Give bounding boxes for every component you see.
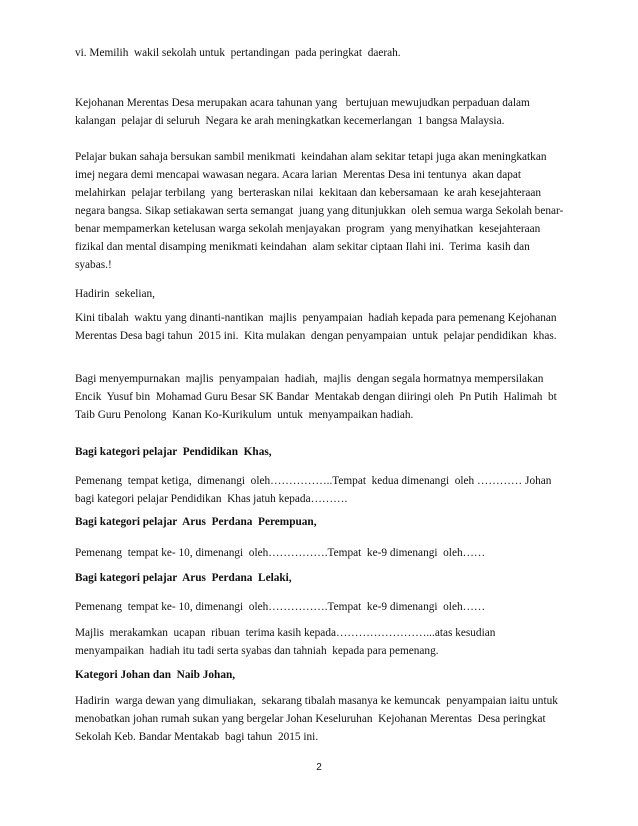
- list-item-vi: vi. Memilih wakil sekolah untuk pertandingan pada peringkat daerah.: [75, 47, 401, 59]
- paragraph-bagi: Bagi menyempurnakan majlis penyampaian hadiah, majlis dengan segala hormatnya mempersilakan Encik Yusuf bin Mohamad Guru Besar SK Bandar Mentakab dengan diiringi oleh Pn Putih Halimah bt Taib Guru Penolong Kanan Ko-Kurikulum untuk menyampaikan hadiah.: [75, 373, 560, 421]
- paragraph-hadirin-warga: Hadirin warga dewan yang dimuliakan, sekarang tibalah masanya ke kemuncak penyampaian iaitu untuk menobatkan johan rumah sukan yang bergelar Johan Keseluruhan Kejohanan Merentas Desa peringkat Sekolah Keb. Bandar Mentakab bagi tahun 2015 ini.: [75, 695, 561, 743]
- paragraph-pendidikan-khas: Pemenang tempat ketiga, dimenangi oleh……………..Tempat kedua dimenangi oleh ………… Johan bagi kategori pelajar Pendidikan Khas jatuh kepada……….: [75, 475, 555, 505]
- heading-arus-perdana-perempuan: Bagi kategori pelajar Arus Perdana Perempuan,: [75, 516, 317, 528]
- heading-arus-perdana-lelaki: Bagi kategori pelajar Arus Perdana Lelaki,: [75, 572, 292, 584]
- paragraph-arus-perdana-lelaki: Pemenang tempat ke- 10, dimenangi oleh…………….Tempat ke-9 dimenangi oleh……: [75, 601, 486, 613]
- paragraph-kini: Kini tibalah waktu yang dinanti-nantikan majlis penyampaian hadiah kepada para pemenang Kejohanan Merentas Desa bagi tahun 2015 ini. Kita mulakan dengan penyampaian untuk pelajar pendidikan khas.: [75, 312, 560, 342]
- paragraph-pelajar: Pelajar bukan sahaja bersukan sambil menikmati keindahan alam sekitar tetapi juga akan meningkatkan imej negara demi mencapai wawasan negara. Acara larian Merentas Desa ini tentunya akan dapat melahirkan pelajar terbilang yang berteraskan nilai kekitaan dan kebersamaan ke arah kesejahteraan negara bangsa. Sikap setiakawan serta semangat juang yang ditunjukkan oleh semua warga Sekolah benar-benar mempamerkan ketelusan warga sekolah menjayakan program yang menyihatkan kesejahteraan fizikal dan mental disamping menikmati keindahan alam sekitar ciptaan Ilahi ini. Terima kasih dan syabas.!: [75, 151, 564, 271]
- heading-pendidikan-khas: Bagi kategori pelajar Pendidikan Khas,: [75, 446, 272, 458]
- page-number: 2: [316, 762, 322, 773]
- heading-johan-naib-johan: Kategori Johan dan Naib Johan,: [75, 669, 236, 681]
- paragraph-arus-perdana-perempuan: Pemenang tempat ke- 10, dimenangi oleh…………….Tempat ke-9 dimenangi oleh……: [75, 547, 486, 559]
- paragraph-majlis: Majlis merakamkan ucapan ribuan terima kasih kepada……………………...atas kesudian menyampaikan hadiah itu tadi serta syabas dan tahniah kepada para pemenang.: [75, 627, 499, 657]
- salutation-hadirin: Hadirin sekelian,: [75, 288, 155, 300]
- paragraph-kejohanan: Kejohanan Merentas Desa merupakan acara tahunan yang bertujuan mewujudkan perpaduan dalam kalangan pelajar di seluruh Negara ke arah meningkatkan kecemerlangan 1 bangsa Malaysia.: [75, 97, 533, 127]
